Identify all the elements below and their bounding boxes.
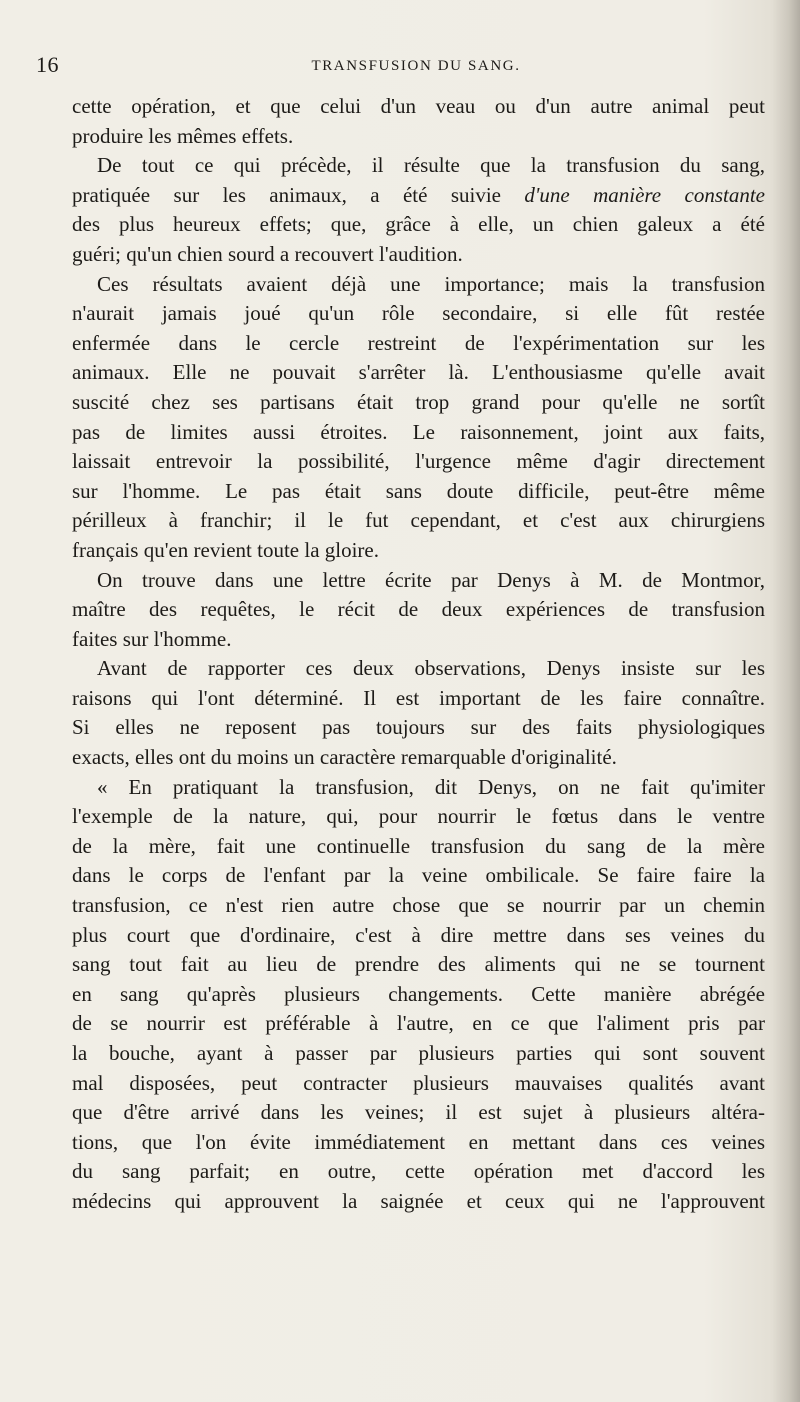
- text-line: [72, 950, 765, 980]
- text-line: [72, 418, 765, 448]
- text-line: [72, 388, 765, 418]
- text-line-content: Si elles ne reposent pas toujours sur des faits physiologiques: [72, 715, 765, 740]
- text-line: [72, 891, 765, 921]
- text-line: [72, 1009, 765, 1039]
- text-line-content: des plus heureux effets; que, grâce à elle, un chien galeux a été: [72, 212, 765, 237]
- text-line-content: enfermée dans le cercle restreint de l'expérimentation sur les: [72, 330, 765, 355]
- text-line: [72, 743, 765, 773]
- text-line-content: On trouve dans une lettre écrite par Denys à M. de Montmor,: [97, 567, 765, 592]
- text-line-content: De tout ce qui précède, il résulte que la transfusion du sang,: [97, 153, 765, 178]
- text-line: [72, 477, 765, 507]
- text-line-content: périlleux à franchir; il le fut cependant, et c'est aux chirurgiens: [72, 508, 765, 533]
- text-line: [72, 1039, 765, 1069]
- text-line: [72, 536, 765, 566]
- text-line-content: guéri; qu'un chien sourd a recouvert l'audition.: [72, 241, 463, 266]
- page-edge-shadow: [772, 0, 800, 1402]
- text-line: [72, 980, 765, 1010]
- text-line-content: maître des requêtes, le récit de deux expériences de transfusion: [72, 597, 765, 622]
- text-line-content: transfusion, ce n'est rien autre chose que se nourrir par un chemin: [72, 893, 765, 918]
- text-line: [72, 329, 765, 359]
- text-line: [72, 595, 765, 625]
- text-line-content: l'exemple de la nature, qui, pour nourrir le fœtus dans le ventre: [72, 804, 765, 829]
- text-line-content: animaux. Elle ne pouvait s'arrêter là. L'enthousiasme qu'elle avait: [72, 360, 765, 385]
- text-line: [72, 210, 765, 240]
- text-line: [72, 713, 765, 743]
- text-line: [72, 773, 765, 803]
- text-line-content: sang tout fait au lieu de prendre des aliments qui ne se tournent: [72, 952, 765, 977]
- text-line-content: exacts, elles ont du moins un caractère remarquable d'originalité.: [72, 745, 617, 770]
- text-line-content: produire les mêmes effets.: [72, 123, 294, 148]
- page-header: [36, 52, 756, 82]
- text-line-content: français qu'en revient toute la gloire.: [72, 537, 379, 562]
- text-line: [72, 921, 765, 951]
- text-line-content: de la mère, fait une continuelle transfusion du sang de la mère: [72, 833, 765, 858]
- text-line-content: n'aurait jamais joué qu'un rôle secondaire, si elle fût restée: [72, 301, 765, 326]
- text-line: [72, 1069, 765, 1099]
- text-line-content: dans le corps de l'enfant par la veine ombilicale. Se faire faire la: [72, 863, 765, 888]
- text-line: [72, 181, 765, 211]
- text-line: [72, 299, 765, 329]
- text-line-content: cette opération, et que celui d'un veau ou d'un autre animal peut: [72, 94, 765, 118]
- text-line-content: Avant de rapporter ces deux observations, Denys insiste sur les: [97, 656, 765, 681]
- text-line: [72, 1187, 765, 1217]
- text-line-content: la bouche, ayant à passer par plusieurs parties qui sont souvent: [72, 1041, 765, 1065]
- text-line: [72, 654, 765, 684]
- text-line-content: de se nourrir est préférable à l'autre, en ce que l'aliment pris par: [72, 1011, 765, 1036]
- text-line: [72, 832, 765, 862]
- body-text: [72, 92, 765, 1217]
- text-line-content: « En pratiquant la transfusion, dit Denys, on ne fait qu'imiter: [97, 774, 765, 799]
- text-line-italic: d'une manière constante: [524, 182, 765, 207]
- text-line-content: laissait entrevoir la possibilité, l'urgence même d'agir directement: [72, 449, 765, 474]
- text-line-content: pratiquée sur les animaux, a été suivie: [72, 182, 525, 207]
- text-line: [72, 1157, 765, 1187]
- text-line-content: mal disposées, peut contracter plusieurs mauvaises qualités avant: [72, 1070, 765, 1095]
- text-line: [72, 358, 765, 388]
- text-line: [72, 1098, 765, 1128]
- text-line: [72, 802, 765, 832]
- text-line: [72, 625, 765, 655]
- text-line-content: Ces résultats avaient déjà une importance; mais la transfusion: [97, 271, 765, 296]
- text-line-content: pas de limites aussi étroites. Le raisonnement, joint aux faits,: [72, 419, 765, 444]
- page-number: 16: [36, 52, 59, 77]
- running-title: TRANSFUSION DU SANG.: [311, 58, 521, 74]
- text-line-content: sur l'homme. Le pas était sans doute difficile, peut-être même: [72, 478, 765, 503]
- text-line: [72, 684, 765, 714]
- text-line: [72, 1128, 765, 1158]
- text-line: [72, 566, 765, 596]
- text-line-content: médecins qui approuvent la saignée et ceux qui ne l'approuvent: [72, 1188, 765, 1213]
- text-line: [72, 92, 765, 122]
- text-line-content: en sang qu'après plusieurs changements. Cette manière abrégée: [72, 981, 765, 1006]
- text-line: [72, 151, 765, 181]
- text-line-content: raisons qui l'ont déterminé. Il est important de les faire connaître.: [72, 685, 765, 710]
- text-line-content: plus court que d'ordinaire, c'est à dire mettre dans ses veines du: [72, 922, 765, 947]
- text-line-content: que d'être arrivé dans les veines; il est sujet à plusieurs altéra-: [72, 1100, 765, 1125]
- text-line: [72, 240, 765, 270]
- text-line-content: suscité chez ses partisans était trop grand pour qu'elle ne sortît: [72, 389, 765, 414]
- text-line-content: faites sur l'homme.: [72, 626, 232, 651]
- text-line-content: du sang parfait; en outre, cette opération met d'accord les: [72, 1159, 765, 1184]
- text-line-content: tions, que l'on évite immédiatement en mettant dans ces veines: [72, 1129, 765, 1154]
- text-line: [72, 447, 765, 477]
- text-line: [72, 506, 765, 536]
- text-line: [72, 270, 765, 300]
- text-line: [72, 861, 765, 891]
- text-line: [72, 122, 765, 152]
